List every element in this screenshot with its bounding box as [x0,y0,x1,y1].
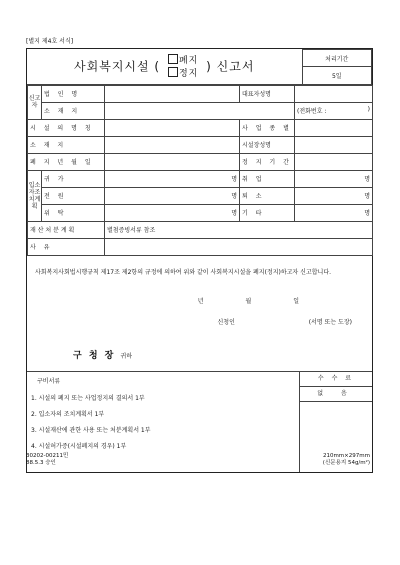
attachments-section [27,371,372,472]
addressee-name: 구 청 장 [73,350,116,361]
applicant-label: 신청인 [217,318,235,326]
document-item: 2. 입소자의 조치계획서 1부 [31,410,105,418]
facility-address-field[interactable] [105,136,240,153]
facility-name-label: 시 설 의 명 칭 [28,119,105,136]
date-year[interactable]: 년 [197,297,205,305]
director-name-field[interactable] [295,136,373,153]
resident-row-label: 위 탁 [42,204,105,221]
resident-count-field[interactable]: 명 [295,204,373,221]
biz-type-label: 사 업 종 별 [240,119,295,136]
option-suspension[interactable]: 정지 [168,69,198,79]
option-closure[interactable]: 폐지 [168,56,198,66]
resident-count-field[interactable]: 명 [295,170,373,187]
corp-name-field[interactable] [105,85,240,102]
report-form [26,48,373,473]
corp-name-label: 법 인 명 [42,85,105,102]
document-item: 4. 시설허가증(시설폐지의 경우) 1부 [31,442,127,450]
suspension-period-label: 정 지 기 간 [240,153,295,170]
resident-row-label: 취 업 [240,170,295,187]
facility-name-field[interactable] [105,119,240,136]
resident-count-field[interactable]: 명 [105,204,240,221]
closure-date-label: 폐 지 년 월 일 [28,153,105,170]
required-documents-heading: 구비서류 [37,377,61,385]
document-item: 1. 시설의 폐지 또는 사업정지의 결의서 1부 [31,394,145,402]
reason-field[interactable] [105,238,373,255]
rep-name-field[interactable] [295,85,373,102]
date-row [27,296,372,305]
fee-label: 수 수 료 [300,372,372,387]
form-header-table [27,49,372,85]
paper-spec: 210mm×297mm (신문용지 54g/m²) [322,453,370,466]
property-plan-label: 재 산 처 분 계 획 [28,221,105,238]
title-suffix: ) 신고서 [206,59,255,73]
addressee [27,348,372,361]
document-item: 3. 시설재산에 관한 사용 또는 처분계획서 1부 [31,426,151,434]
fee-value: 없 음 [300,387,372,402]
applicant-address-label: 소 재 지 [42,102,105,119]
suspension-period-field[interactable] [295,153,373,170]
addressee-suffix: 귀하 [120,352,133,360]
closure-checkbox[interactable] [168,54,178,64]
signature-field[interactable]: (서명 또는 도장) [308,318,352,326]
suspension-checkbox[interactable] [168,67,178,77]
title-prefix: 사회복지시설 ( [74,59,161,73]
form-body-table [27,85,373,256]
signature-row [27,317,372,326]
resident-row-label: 귀 가 [42,170,105,187]
resident-row-label: 기 타 [240,204,295,221]
rep-name-label: 대표자성명 [240,85,295,102]
processing-period-value: 5일 [302,67,372,84]
applicant-section-label: 신고자 [28,85,42,119]
date-day[interactable]: 일 [293,297,300,305]
reason-label: 사 유 [28,238,105,255]
date-month[interactable]: 월 [245,297,253,305]
resident-row-label: 퇴 소 [240,187,295,204]
applicant-address-field[interactable] [105,102,295,119]
biz-type-field[interactable] [295,119,373,136]
form-title [27,50,302,85]
processing-period-label: 처리기간 [302,50,372,67]
facility-address-label: 소 재 지 [28,136,105,153]
title-options [168,54,198,80]
form-reference: [별지 제4호 서식] [26,38,74,45]
resident-plan-label: 입소자조치계획 [28,170,42,221]
declaration-statement: 사회복지사회법시행규칙 제17조 제2항의 규정에 의하여 위와 같이 사회복지시설을 폐지(정지)하고자 신고합니다. [35,268,332,276]
phone-field[interactable]: (전화번호 : ) [295,102,373,119]
property-plan-field[interactable]: 별첨증빙서류 참조 [105,221,373,238]
resident-count-field[interactable]: 명 [105,187,240,204]
resident-row-label: 전 원 [42,187,105,204]
form-code: 30202-00211민 88.5.3 승인 [26,453,69,466]
resident-count-field[interactable]: 명 [105,170,240,187]
closure-date-field[interactable] [105,153,240,170]
director-name-label: 시설장성명 [240,136,295,153]
resident-count-field[interactable]: 명 [295,187,373,204]
